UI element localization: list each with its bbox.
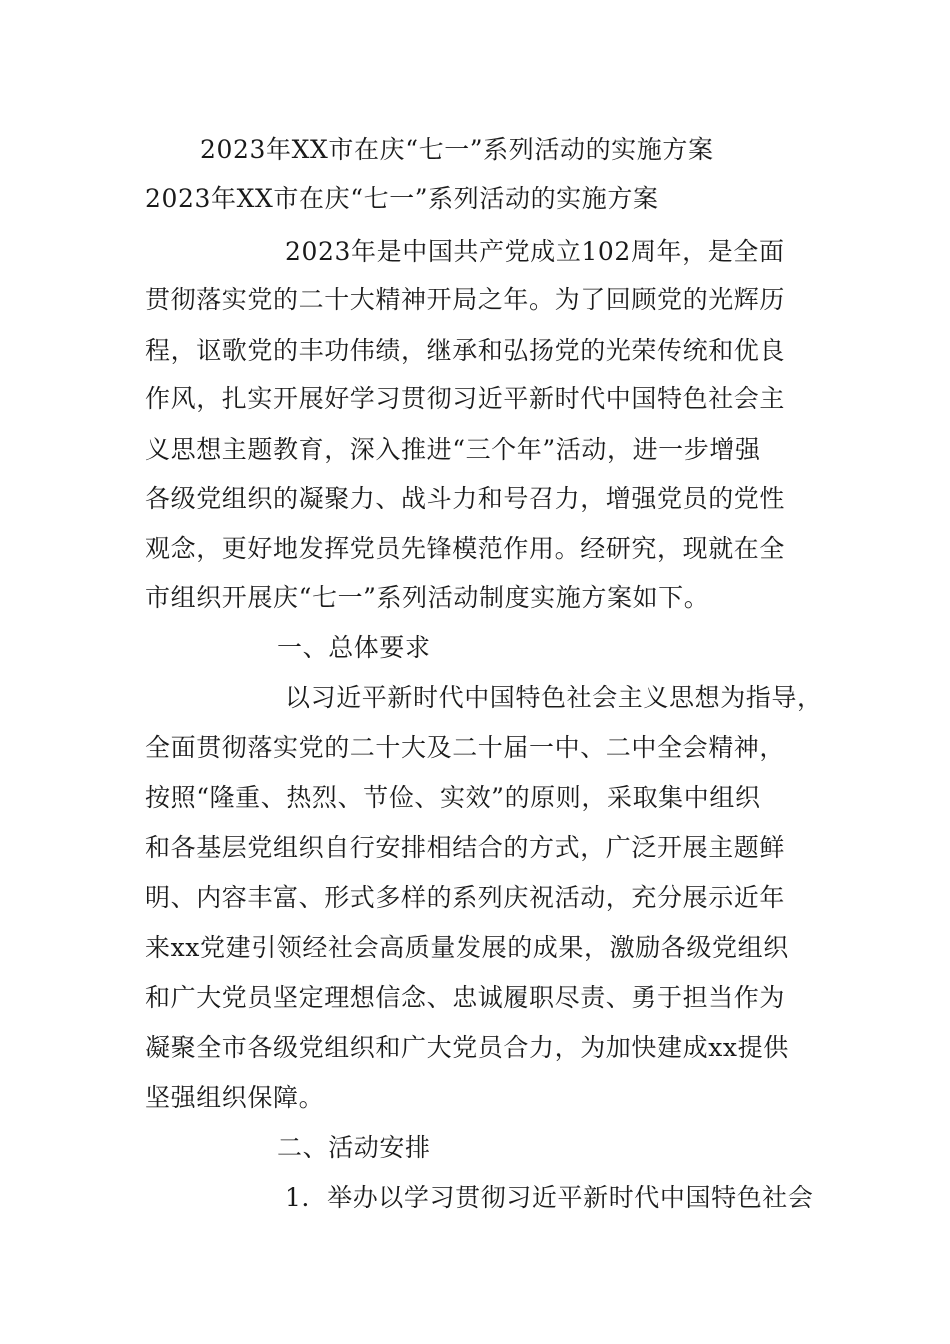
document-title: 2023年XX市在庆“七一”系列活动的实施方案 <box>145 184 659 213</box>
intro-line: 观念，更好地发挥党员先锋模范作用。经研究，现就在全 <box>145 534 786 563</box>
intro-line: 各级党组织的凝聚力、战斗力和号召力，增强党员的党性 <box>145 484 786 513</box>
intro-line: 作风，扎实开展好学习贯彻习近平新时代中国特色社会主 <box>145 384 786 413</box>
section-heading: 二、活动安排 <box>277 1133 431 1162</box>
section1-line: 和各基层党组织自行安排相结合的方式，广泛开展主题鲜 <box>145 833 786 862</box>
section1-line: 坚强组织保障。 <box>145 1083 325 1112</box>
section1-line: 凝聚全市各级党组织和广大党员合力，为加快建成xx提供 <box>145 1033 789 1062</box>
section1-line: 全面贯彻落实党的二十大及二十届一中、二中全会精神， <box>145 733 786 762</box>
intro-line: 2023年是中国共产党成立102周年，是全面 <box>285 237 785 266</box>
intro-line: 义思想主题教育，深入推进“三个年”活动，进一步增强 <box>145 435 761 464</box>
section1-line: 按照“隆重、热烈、节俭、实效”的原则，采取集中组织 <box>145 783 761 812</box>
section1-line: 以习近平新时代中国特色社会主义思想为指导， <box>285 683 823 712</box>
section1-line: 来xx党建引领经社会高质量发展的成果，激励各级党组织 <box>145 933 789 962</box>
intro-line: 市组织开展庆“七一”系列活动制度实施方案如下。 <box>145 583 710 612</box>
section1-line: 明、内容丰富、形式多样的系列庆祝活动，充分展示近年 <box>145 883 786 912</box>
section-heading: 一、总体要求 <box>277 633 431 662</box>
item-line: 1．举办以学习贯彻习近平新时代中国特色社会 <box>285 1183 814 1212</box>
intro-line: 程，讴歌党的丰功伟绩，继承和弘扬党的光荣传统和优良 <box>145 336 786 365</box>
intro-line: 贯彻落实党的二十大精神开局之年。为了回顾党的光辉历 <box>145 285 786 314</box>
header-title: 2023年XX市在庆“七一”系列活动的实施方案 <box>200 135 714 164</box>
section1-line: 和广大党员坚定理想信念、忠诚履职尽责、勇于担当作为 <box>145 983 786 1012</box>
